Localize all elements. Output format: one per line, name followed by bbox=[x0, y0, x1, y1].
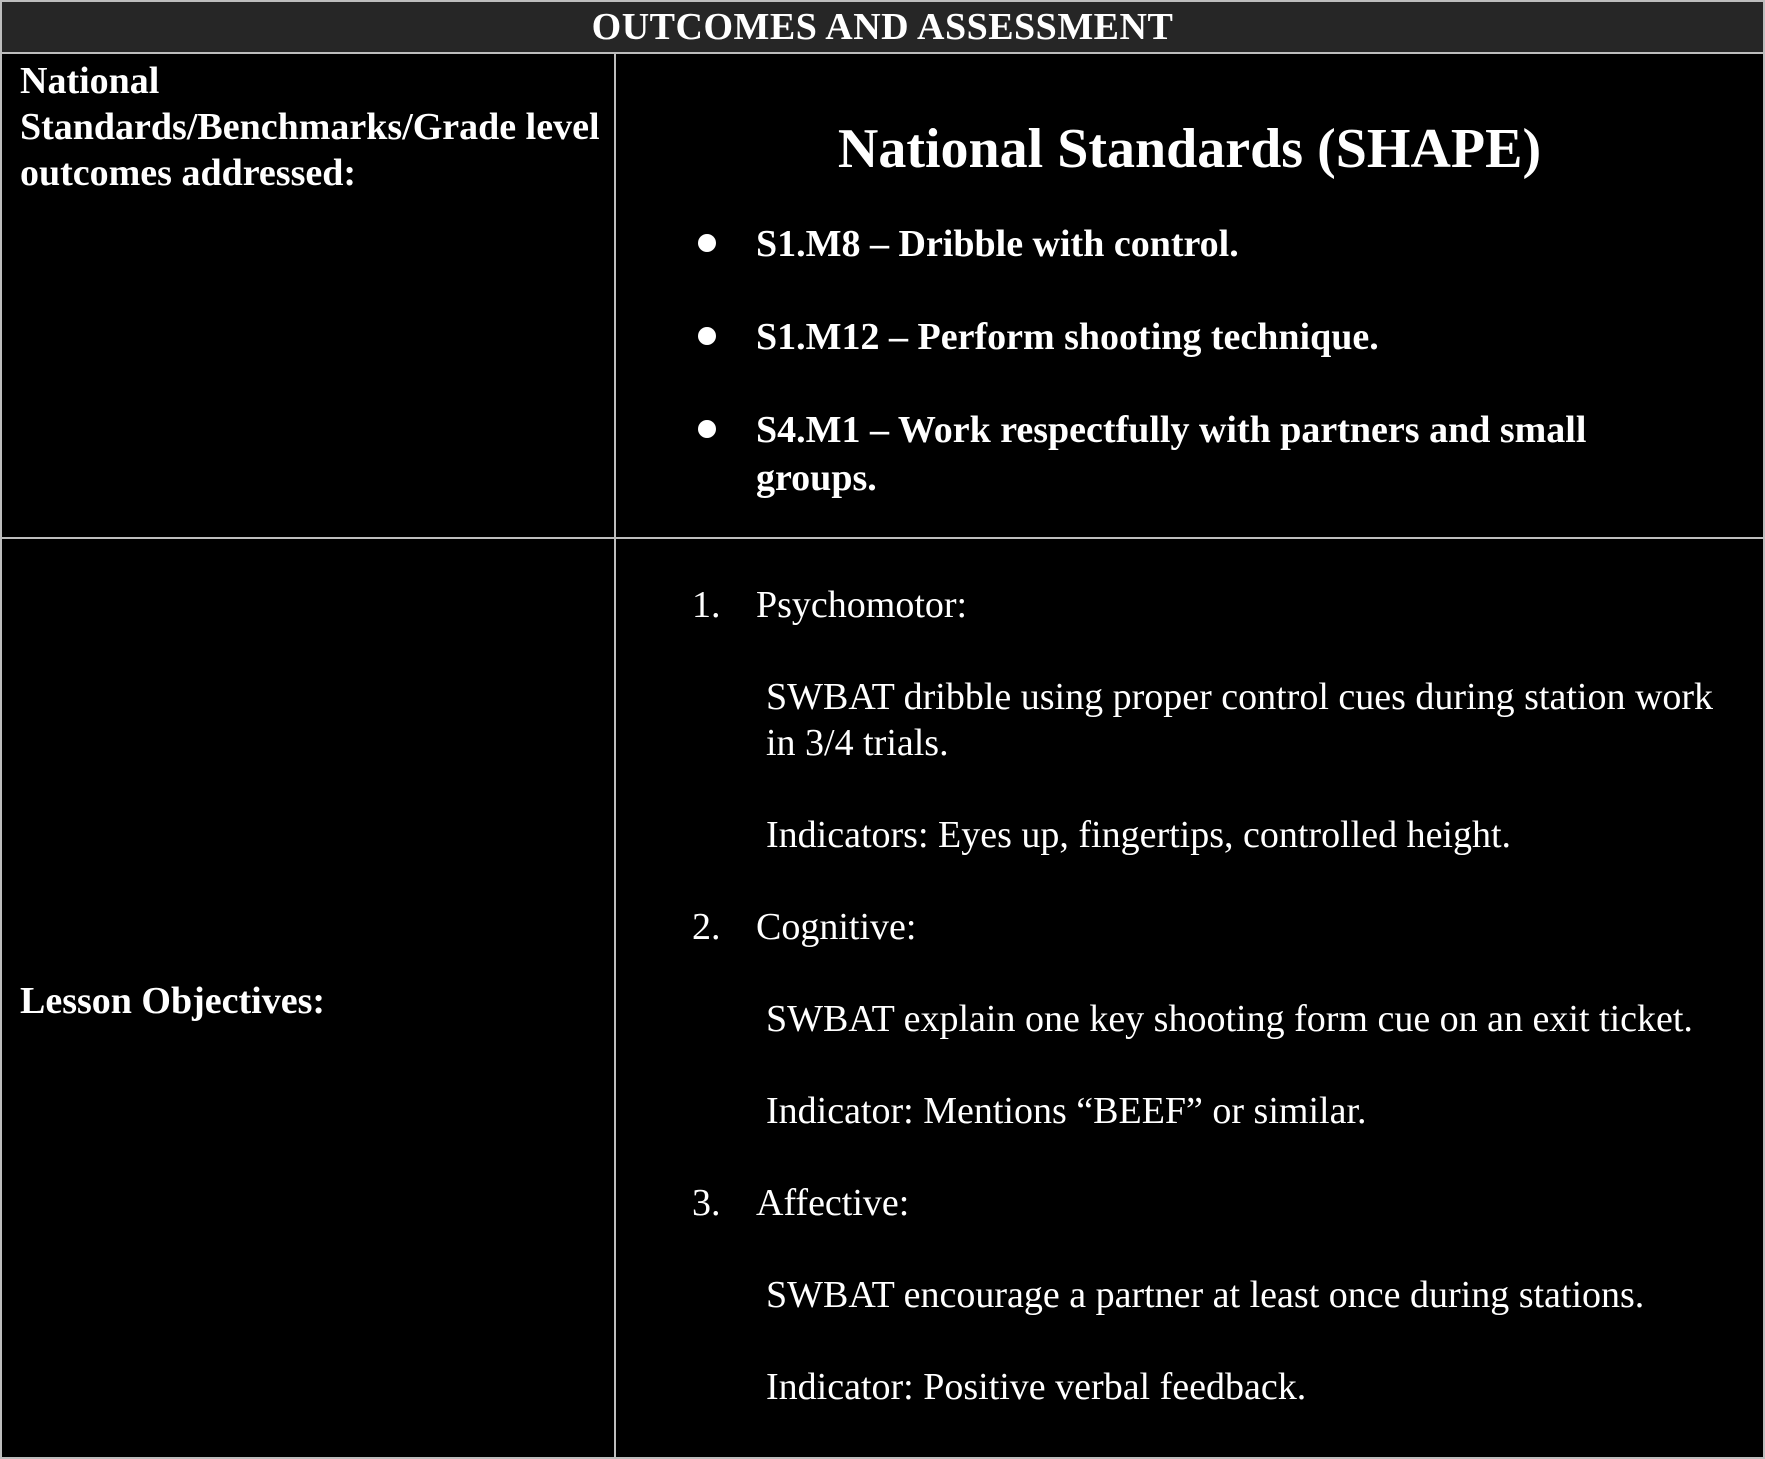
standard-item bbox=[692, 406, 1692, 502]
standard-text: S1.M8 – Dribble with control. bbox=[756, 223, 1239, 265]
standard-item bbox=[692, 313, 1692, 361]
objective-title: Cognitive: bbox=[756, 906, 917, 948]
objective-title: Affective: bbox=[756, 1182, 910, 1224]
standard-item bbox=[692, 220, 1692, 268]
objective-statement: SWBAT dribble using proper control cues during station work in 3/4 trials. bbox=[766, 676, 1714, 764]
objective-number: 2. bbox=[692, 906, 721, 948]
objective-indicator: Indicators: Eyes up, fingertips, controlled height. bbox=[766, 814, 1512, 856]
bullet-icon bbox=[698, 420, 716, 438]
table-title: OUTCOMES AND ASSESSMENT bbox=[2, 2, 1763, 54]
objective-statement: SWBAT encourage a partner at least once during stations. bbox=[766, 1274, 1645, 1316]
objective-heading bbox=[692, 582, 1752, 628]
objective-statement: SWBAT explain one key shooting form cue on an exit ticket. bbox=[766, 998, 1693, 1040]
column-divider bbox=[614, 54, 616, 1457]
objective-indicator: Indicator: Positive verbal feedback. bbox=[766, 1366, 1307, 1408]
objective-item-psychomotor bbox=[692, 582, 1752, 858]
objective-number: 1. bbox=[692, 584, 721, 626]
objective-heading bbox=[692, 904, 1752, 950]
standards-list bbox=[692, 220, 1692, 547]
objective-heading bbox=[692, 1180, 1752, 1226]
objectives-label: Lesson Objectives: bbox=[20, 980, 326, 1022]
standard-text: S4.M1 – Work respectfully with partners and small groups. bbox=[756, 409, 1587, 499]
objective-number: 3. bbox=[692, 1182, 721, 1224]
objective-item-affective bbox=[692, 1180, 1752, 1410]
objectives-list bbox=[692, 582, 1752, 1456]
bullet-icon bbox=[698, 327, 716, 345]
objective-title: Psychomotor: bbox=[756, 584, 968, 626]
objective-indicator: Indicator: Mentions “BEEF” or similar. bbox=[766, 1090, 1367, 1132]
standard-text: S1.M12 – Perform shooting technique. bbox=[756, 316, 1379, 358]
standards-heading: National Standards (SHAPE) bbox=[837, 118, 1542, 180]
standards-label: National Standards/Benchmarks/Grade level outcomes addressed: bbox=[20, 60, 600, 194]
objective-item-cognitive bbox=[692, 904, 1752, 1134]
bullet-icon bbox=[698, 234, 716, 252]
